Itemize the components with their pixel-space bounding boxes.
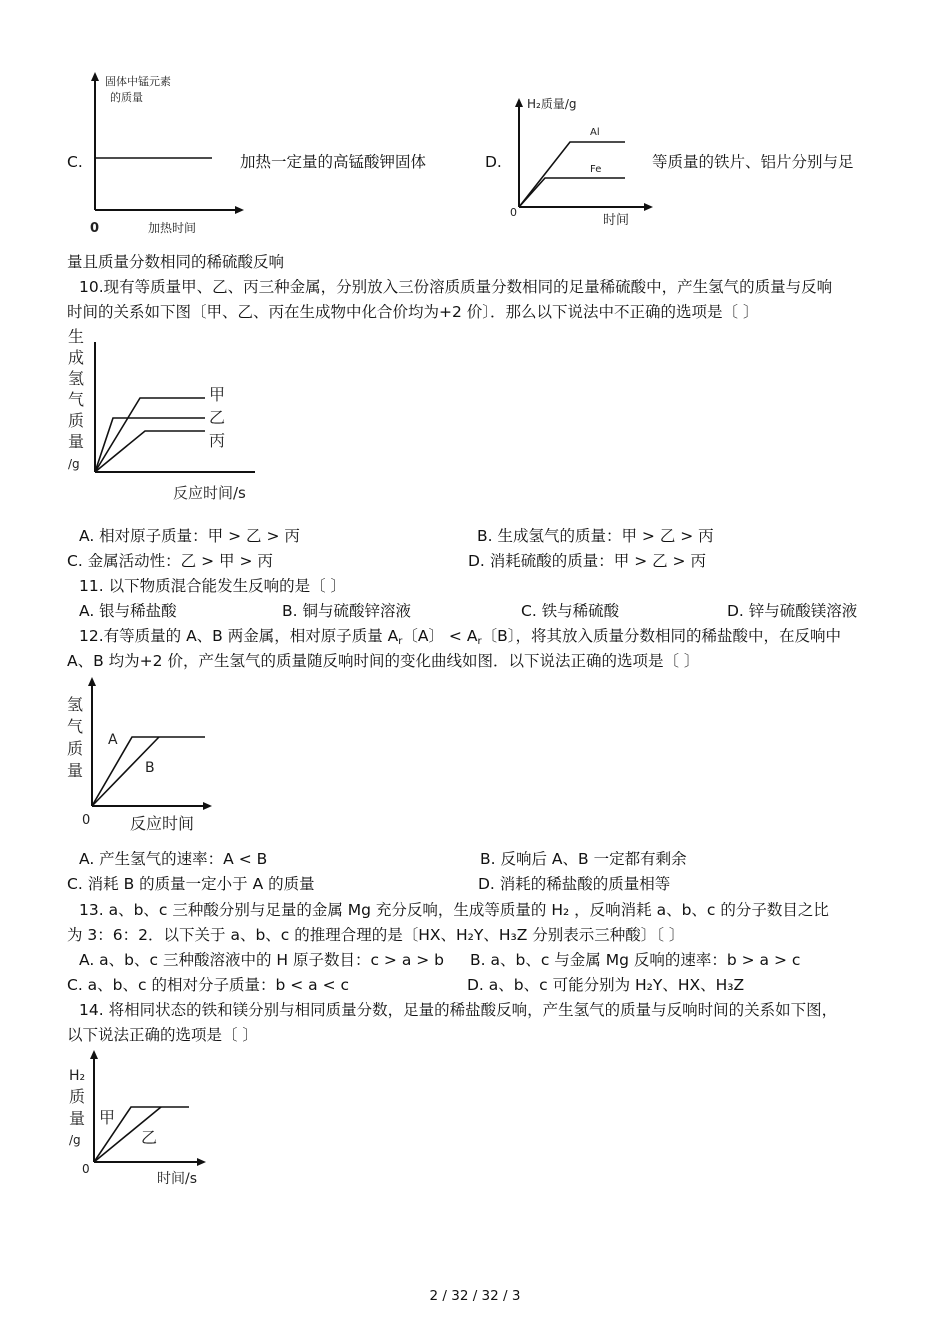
q12-subscript-r: r [477,636,482,647]
q10-ylabel-char: /g [68,457,80,471]
graph-d-xlabel: 时间 [603,213,630,228]
q14-graph [67,1045,212,1190]
graph-d-line-al [519,142,625,207]
q12-series-label: B [145,760,155,776]
q14-ylabel-char: 质 [69,1087,86,1106]
q14-ylabel [69,1068,85,1147]
q12-x-arrow [203,802,212,810]
q12-option-a: A. 产生氢气的速率：A < B [79,850,268,868]
q12-ylabel-char: 量 [67,761,84,780]
graph-c-xlabel: 加热时间 [148,221,197,235]
q12-ylabel-char: 气 [67,717,84,736]
q12-xlabel: 反应时间 [130,814,195,833]
q10-stem-line2: 时间的关系如下图〔甲、乙、丙在生成物中化合价均为+2 价〕．那么以下说法中不正确的选项是〔 〕 [67,303,759,321]
q10-ylabel-char: 气 [68,390,85,409]
q10-ylabel-char: 成 [68,348,85,367]
q12-y-arrow [88,677,96,686]
graph-d-line-fe [519,178,625,207]
q14-series-label: 甲 [99,1108,116,1127]
q14-y-arrow [90,1050,98,1059]
graph-c-origin: 0 [90,221,100,236]
q11-option-a: A. 银与稀盐酸 [79,602,177,620]
graph-c-ylabel-1: 固体中锰元素 [105,75,171,88]
q12-graph [62,672,222,837]
q14-ylabel-char: H₂ [69,1068,86,1084]
q12-option-c: C. 消耗 B 的质量一定小于 A 的质量 [67,875,315,893]
q12-ylabel-char: 氢 [67,695,84,714]
q12-option-b: B. 反响后 A、B 一定都有剩余 [480,850,687,868]
q12-ylabel-char: 质 [67,739,84,758]
q9-d-letter: D. [485,153,502,171]
q14-ylabel-char: /g [69,1133,81,1147]
q9-d-text: 等质量的铁片、铝片分别与足 [652,153,854,171]
q14-x-arrow [197,1158,206,1166]
q14-origin: 0 [82,1162,90,1176]
q10-option-a: A. 相对原子质量：甲 > 乙 > 丙 [79,527,300,545]
q12-series-label: A [108,732,118,748]
q14-stem-line1: 14. 将相同状态的铁和镁分别与相同质量分数，足量的稀盐酸反响，产生氢气的质量与反响时间的关系如下图， [79,1001,838,1019]
graph-d-origin: 0 [510,206,517,219]
q10-stem-line1: 10.现有等质量甲、乙、丙三种金属，分别放入三份溶质质量分数相同的足量稀硫酸中，产生氢气的质量与反响 [79,278,833,296]
q11-option-d: D. 锌与硫酸镁溶液 [727,602,858,620]
q12-option-d: D. 消耗的稀盐酸的质量相等 [478,875,671,893]
q12-stem-part1: 12.有等质量的 A、B 两金属，相对原子质量 A [79,627,399,645]
q12-ylabel [67,695,83,780]
q14-stem-line2: 以下说法正确的选项是〔 〕 [67,1026,258,1044]
q13-stem-line1: 13. a、b、c 三种酸分别与足量的金属 Mg 充分反响，生成等质量的 H₂ ，反响消耗 a、b、c 的分子数目之比 [79,901,829,919]
graph-d-x-arrow [644,203,653,211]
q10-option-d: D. 消耗硫酸的质量：甲 > 乙 > 丙 [468,552,706,570]
graph-c-manganese [60,70,260,240]
q13-stem-line2: 为 3：6：2．以下关于 a、b、c 的推理合理的是〔HX、H₂Y、H₃Z 分别表示三种酸〕〔 〕 [67,926,685,944]
q9-d-continued: 量且质量分数相同的稀硫酸反响 [67,253,285,271]
q10-ylabel-char: 生 [68,327,85,346]
q9-c-text: 加热一定量的高锰酸钾固体 [240,153,427,171]
q9-c-letter: C. [67,153,83,171]
q10-ylabel-char: 质 [68,411,85,430]
q10-ylabel-char: 氢 [68,369,85,388]
page-number: 2 / 32 / 32 / 3 [429,1288,521,1304]
q10-option-b: B. 生成氢气的质量：甲 > 乙 > 丙 [477,527,714,545]
q13-option-d: D. a、b、c 可能分别为 H₂Y、HX、H₃Z [467,976,745,994]
graph-d-label-fe: Fe [590,164,602,175]
q12-stem-line1 [79,626,841,649]
graph-d-hydrogen [505,92,655,232]
q10-line-bing [95,431,205,472]
graph-c-x-arrow [235,206,244,214]
graph-c-y-arrow [91,72,99,81]
q13-option-b: B. a、b、c 与金属 Mg 反响的速率：b > a > c [470,951,801,969]
q10-series-label: 丙 [209,431,226,450]
q10-graph [65,322,265,507]
q13-option-c: C. a、b、c 的相对分子质量：b < a < c [67,976,350,994]
q12-subscript-r: r [398,636,403,647]
q10-option-c: C. 金属活动性：乙 > 甲 > 丙 [67,552,273,570]
q14-series-label: 乙 [141,1128,158,1147]
graph-d-label-al: Al [590,127,600,138]
q10-ylabel-char: 量 [68,432,85,451]
q14-xlabel: 时间/s [157,1171,198,1187]
q10-series-label: 乙 [209,408,226,427]
q12-origin: 0 [82,813,91,828]
q10-series-label: 甲 [209,385,226,404]
graph-c-ylabel-2: 的质量 [110,91,143,104]
q10-line-jia [95,398,205,472]
graph-d-y-arrow [515,98,523,107]
q11-stem: 11. 以下物质混合能发生反响的是〔 〕 [79,577,347,595]
q10-ylabel [68,327,84,471]
q10-xlabel: 反应时间/s [173,484,246,502]
q12-stem-part2: 〔A〕 < A [402,627,478,645]
q11-option-b: B. 铜与硫酸锌溶液 [282,602,411,620]
q12-stem-part3: 〔B〕，将其放入质量分数相同的稀盐酸中，在反响中 [481,627,841,645]
graph-d-ylabel: H₂质量/g [527,97,577,111]
q13-option-a: A. a、b、c 三种酸溶液中的 H 原子数目：c > a > b [79,951,445,969]
q12-stem-line2: A、B 均为+2 价，产生氢气的质量随反响时间的变化曲线如图．以下说法正确的选项是〔 〕 [67,652,700,670]
q14-ylabel-char: 量 [69,1109,86,1128]
q11-option-c: C. 铁与稀硫酸 [521,602,620,620]
